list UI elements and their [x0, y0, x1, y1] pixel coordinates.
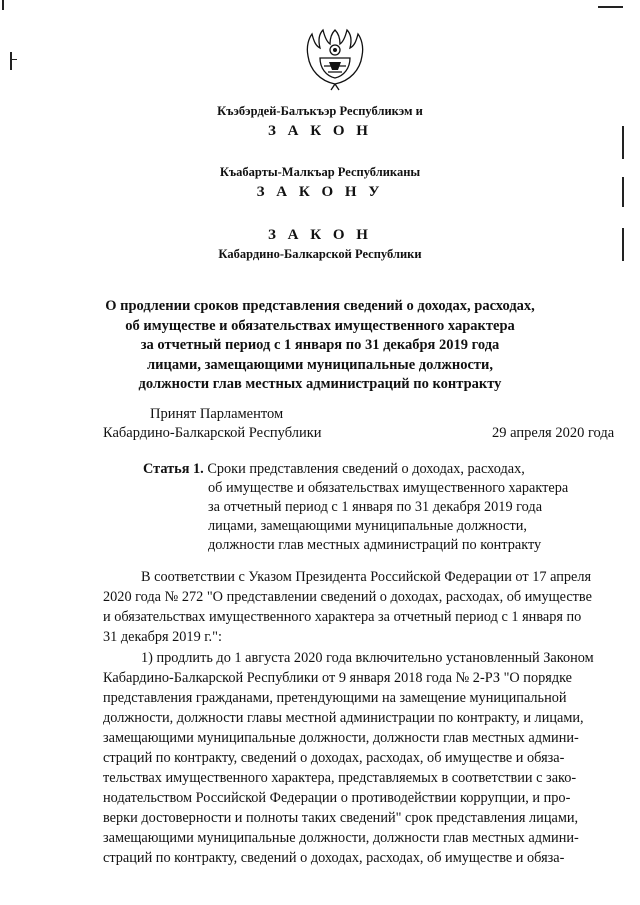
title-line: О продлении сроков представления сведений о доходах, расходах, — [105, 298, 535, 314]
russian-zakon-heading: З А К О Н — [268, 227, 372, 243]
title-line: лицами, замещающими муниципальные должности, — [147, 356, 493, 373]
paragraph-line: замещающими муниципальные должности, должности глав местных админи- — [103, 830, 579, 846]
paragraph-line: верки достоверности и полноты таких сведений" срок представления лицами, — [103, 810, 579, 826]
paragraph-line: 31 декабря 2019 г.": — [103, 629, 222, 645]
paragraph-line: страций по контракту, сведений о доходах, расходах, об имуществе и обяза- — [103, 750, 565, 766]
balkar-republic-line: Къабарты-Малкъар Республиканы — [219, 165, 421, 179]
law-title — [0, 297, 640, 395]
paragraph-line: представления гражданами, претендующими на замещение муниципальной — [103, 690, 567, 706]
paragraph-line: 1) продлить до 1 августа 2020 года включительно установленный Законом — [141, 650, 594, 666]
paragraph-line: нодательством Российской Федерации о противодействии коррупции, и про- — [103, 790, 571, 806]
scan-mark-top-right — [598, 6, 623, 8]
scan-mark-left — [10, 52, 12, 70]
paragraph-line: страций по контракту, сведений о доходах, расходах, об имуществе и обяза- — [103, 850, 565, 866]
body-paragraph-1 — [103, 567, 623, 647]
adopted-by-parliament: Принят Парламентом — [150, 406, 284, 422]
title-line: должности глав местных администраций по контракту — [138, 376, 502, 392]
article-title-line: Сроки представления сведений о доходах, расходах, — [207, 461, 525, 477]
kabardian-zakon-heading: З А К О Н — [268, 123, 372, 139]
paragraph-line: Кабардино-Балкарской Республики от 9 января 2018 года № 2-РЗ "О порядке — [103, 670, 573, 686]
russian-republic-line: Кабардино-Балкарской Республики — [218, 247, 422, 261]
adoption-date: 29 апреля 2020 года — [492, 425, 615, 441]
paragraph-line: и обязательствах имущественного характера за отчетный период с 1 января по — [103, 609, 582, 625]
article-number: Статья 1. — [143, 461, 204, 477]
title-line: за отчетный период с 1 января по 31 декабря 2019 года — [140, 337, 500, 353]
adopted-republic-name: Кабардино-Балкарской Республики — [103, 425, 322, 441]
paragraph-line: 2020 года № 272 "О представлении сведений о доходах, расходах, об имуществе — [103, 589, 592, 605]
article-title-line: должности глав местных администраций по контракту — [208, 537, 542, 553]
kabardian-republic-line: Къэбэрдей-Балъкъэр Республикэм и — [217, 104, 423, 118]
scan-mark-left-tick — [12, 59, 17, 60]
paragraph-line: В соответствии с Указом Президента Российской Федерации от 17 апреля — [141, 569, 592, 585]
body-paragraph-2 — [103, 648, 623, 868]
article-title-line: лицами, замещающими муниципальные должности, — [208, 518, 527, 534]
paragraph-line: тельствах имущественного характера, представляемых в соответствии с зако- — [103, 770, 577, 786]
coat-of-arms-emblem — [300, 26, 370, 92]
paragraph-line: замещающими муниципальные должности, должности глав местных админи- — [103, 730, 579, 746]
article-1-heading — [143, 460, 603, 555]
paragraph-line: должности, должности главы местной администрации по контракту, и лицами, — [103, 710, 584, 726]
article-title-line: об имуществе и обязательствах имущественного характера — [208, 480, 569, 496]
scan-mark-left-top — [2, 0, 4, 10]
title-line: об имуществе и обязательствах имущественного характера — [125, 317, 515, 334]
balkar-zakon-heading: З А К О Н У — [256, 184, 384, 200]
article-title-line: за отчетный период с 1 января по 31 декабря 2019 года — [208, 499, 543, 515]
